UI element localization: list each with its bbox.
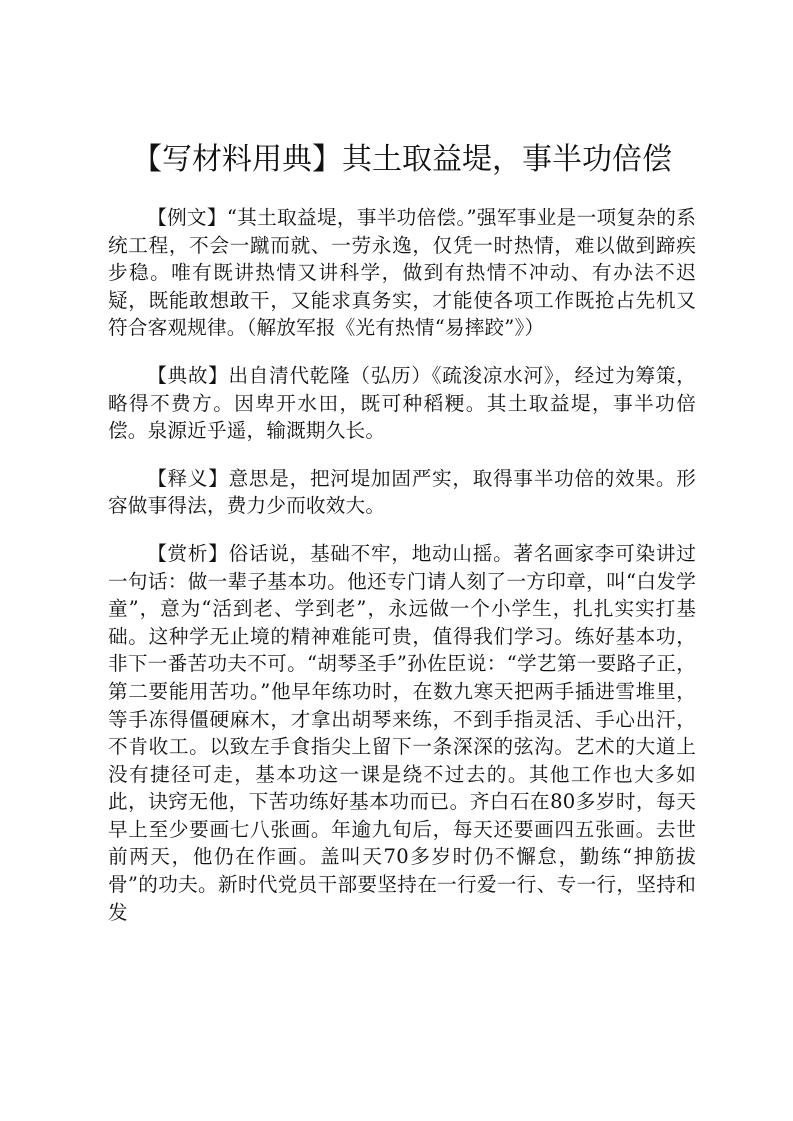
paragraph-appreciation: [108, 540, 696, 926]
paragraph-text: 出自清代乾隆（弘历）《疏浚凉水河》，经过为筹策，略得不费方。因卑开水田，既可种稻粳。其土取益堤，事半功倍偿。泉源近乎遥，输溉期久长。: [108, 363, 696, 443]
paragraph-label: 【例文】: [147, 206, 227, 229]
paragraph-text: 俗话说，基础不牢，地动山摇。著名画家李可染讲过一句话：做一辈子基本功。他还专门请人刻了一方印章，叫“白发学童”，意为“活到老、学到老”，永远做一个小学生，扎扎实实打基础。这种学无止境的精神难能可贵，值得我们学习。练好基本功，非下一番苦功夫不可。“胡琴圣手”孙佐臣说：“学艺第一要路子正，第二要能用苦功。”他早年练功时，在数九寒天把两手插进雪堆里，等手冻得僵硬麻木，才拿出胡琴来练，不到手指灵活、手心出汗，不肯收工。以致左手食指尖上留下一条深深的弦沟。艺术的大道上没有捷径可走，基本功这一课是绕不过去的。其他工作也大多如此，诀窍无他，下苦功练好基本功而已。齐白石在80多岁时，每天早上至少要画七八张画。年逾九旬后，每天还要画四五张画。去世前两天，他仍在作画。盖叫天70多岁时仍不懈怠，勤练“抻筋拔骨”的功夫。新时代党员干部要坚持在一行爱一行、专一行，坚持和发: [108, 541, 696, 924]
paragraph-label: 【典故】: [147, 363, 229, 387]
paragraph-label: 【释义】: [147, 466, 229, 490]
paragraph-allusion: [108, 362, 696, 445]
paragraph-meaning: [108, 465, 696, 520]
paragraph-example: [108, 204, 696, 342]
paragraph-text: “其土取益堤，事半功倍偿。”强军事业是一项复杂的系统工程，不会一蹴而就、一劳永逸，仅凭一时热情，难以做到蹄疾步稳。唯有既讲热情又讲科学，做到有热情不冲动、有办法不迟疑，既能敢想敢干，又能求真务实，才能使各项工作既抢占先机又符合客观规律。（解放军报《光有热情“易摔跤”》）: [108, 206, 696, 340]
paragraph-label: 【赏析】: [147, 541, 229, 565]
document-title: 【写材料用典】其土取益堤，事半功倍偿: [132, 142, 672, 177]
paragraph-text: 意思是，把河堤加固严实，取得事半功倍的效果。形容做事得法，费力少而收效大。: [108, 466, 696, 518]
document-page: [108, 138, 696, 946]
